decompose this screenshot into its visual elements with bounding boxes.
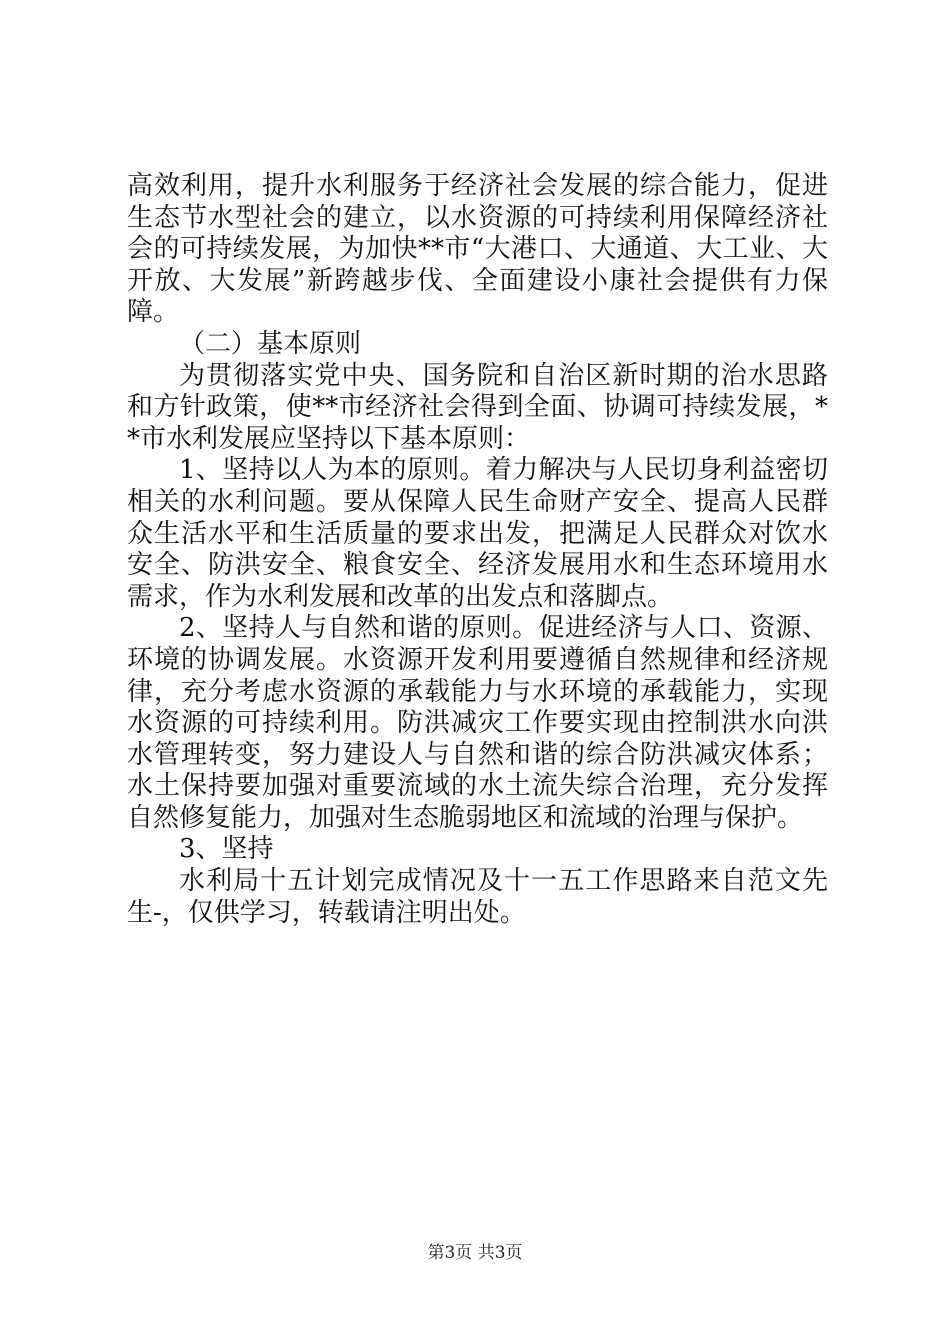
- paragraph-intro: 为贯彻落实党中央、国务院和自治区新时期的治水思路和方针政策，使**市经济社会得到全面、协调可持续发展，**市水利发展应坚持以下基本原则：: [127, 360, 828, 454]
- document-body: [127, 171, 828, 929]
- principle-1: 1、坚持以人为本的原则。着力解决与人民切身利益密切相关的水利问题。要从保障人民生命财产安全、提高人民群众生活水平和生活质量的要求出发，把满足人民群众对饮水安全、防洪安全、粮食安全、经济发展用水和生态环境用水需求，作为水利发展和改革的出发点和落脚点。: [127, 455, 828, 612]
- principle-2: 2、坚持人与自然和谐的原则。促进经济与人口、资源、环境的协调发展。水资源开发利用要遵循自然规律和经济规律，充分考虑水资源的承载能力与水环境的承载能力，实现水资源的可持续利用。防洪减灾工作要实现由控制洪水向洪水管理转变，努力建设人与自然和谐的综合防洪减灾体系；水土保持要加强对重要流域的水土流失综合治理，充分发挥自然修复能力，加强对生态脆弱地区和流域的治理与保护。: [127, 613, 828, 833]
- principle-3: 3、坚持: [179, 834, 274, 865]
- section-heading: （二）基本原则: [179, 328, 362, 359]
- source-note: 水利局十五计划完成情况及十一五工作思路来自范文先生-，仅供学习，转载请注明出处。: [127, 866, 828, 928]
- paragraph-continuation: 高效利用，提升水利服务于经济社会发展的综合能力，促进生态节水型社会的建立，以水资源的可持续利用保障经济社会的可持续发展，为加快**市“大港口、大通道、大工业、大开放、大发展”新跨越步伐、全面建设小康社会提供有力保障。: [127, 171, 828, 328]
- page-footer: 第3页 共3页: [427, 1243, 523, 1263]
